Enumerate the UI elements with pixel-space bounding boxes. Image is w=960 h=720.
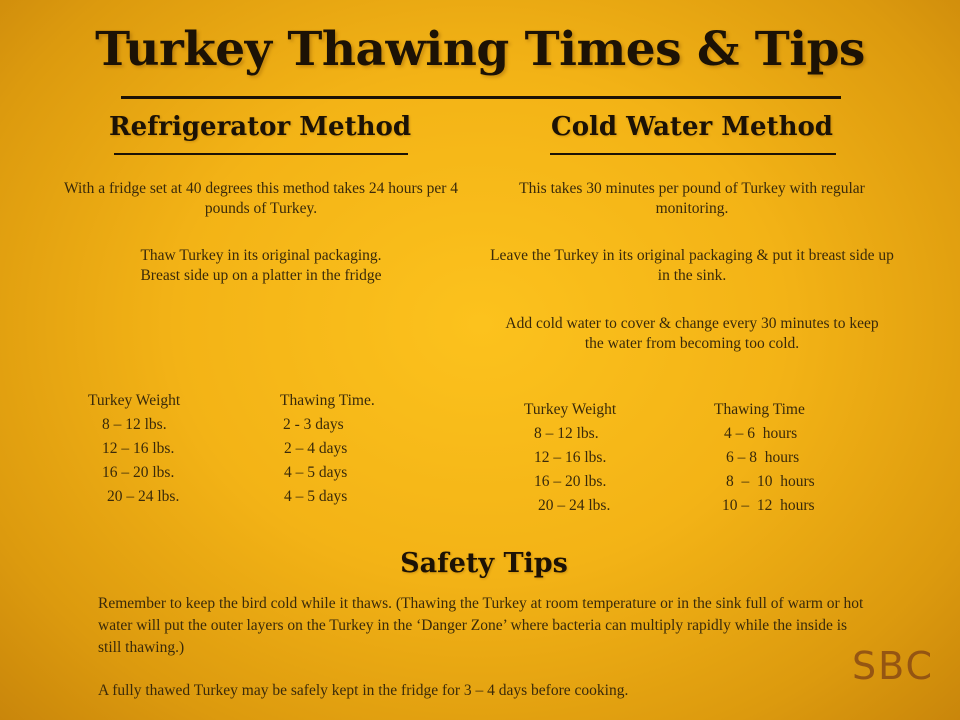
cold-water-table-header-time: Thawing Time: [714, 401, 805, 418]
refrigerator-para-1: With a fridge set at 40 degrees this method takes 24 hours per 4 pounds of Turkey.: [63, 180, 459, 217]
cold-water-para-3: Add cold water to cover & change every 30 minutes to keep the water from becoming too cold.: [505, 315, 879, 352]
refrigerator-heading: Refrigerator Method: [108, 112, 412, 142]
safety-tip-1: Remember to keep the bird cold while it thaws. (Thawing the Turkey at room temperature or in the sink full of warm or hot water will put the outer layers on the Turkey in the ‘Danger Zone’ where bacteria can multiply rapidly while the inside is still thawing.): [98, 595, 864, 656]
refrigerator-table-row-time: 4 – 5 days: [284, 488, 348, 505]
refrigerator-para-2: [56, 246, 466, 286]
page-title: Turkey Thawing Times & Tips: [95, 22, 865, 77]
cold-water-heading-underline: [550, 153, 836, 155]
cold-water-table-row-weight: 8 – 12 lbs.: [534, 425, 599, 442]
refrigerator-table-row-weight: 16 – 20 lbs.: [102, 464, 175, 481]
cold-water-table-header-weight: Turkey Weight: [524, 401, 617, 418]
cold-water-table-row-time: 4 – 6 hours: [724, 425, 798, 442]
refrigerator-table-row-weight: 12 – 16 lbs.: [102, 440, 175, 457]
refrigerator-table-header-time: Thawing Time.: [280, 392, 375, 409]
refrigerator-para-2-line-1: Thaw Turkey in its original packaging.: [140, 247, 382, 264]
refrigerator-table-row-weight: 20 – 24 lbs.: [107, 488, 180, 505]
cold-water-table-row-time: 10 – 12 hours: [722, 497, 815, 514]
refrigerator-table-header-weight: Turkey Weight: [88, 392, 181, 409]
cold-water-para-1: This takes 30 minutes per pound of Turkey with regular monitoring.: [519, 180, 865, 217]
refrigerator-table-row-time: 4 – 5 days: [284, 464, 348, 481]
safety-heading: Safety Tips: [400, 548, 568, 579]
cold-water-para-2: Leave the Turkey in its original packaging & put it breast side up in the sink.: [490, 247, 894, 284]
refrigerator-heading-underline: [114, 153, 408, 155]
refrigerator-table-row-weight: 8 – 12 lbs.: [102, 416, 167, 433]
cold-water-table-row-weight: 16 – 20 lbs.: [534, 473, 607, 490]
title-underline: [121, 96, 841, 99]
refrigerator-table-row-time: 2 – 4 days: [284, 440, 348, 457]
cold-water-table-row-weight: 12 – 16 lbs.: [534, 449, 607, 466]
safety-tip-2: A fully thawed Turkey may be safely kept in the fridge for 3 – 4 days before cooking.: [98, 682, 629, 699]
cold-water-table-row-time: 6 – 8 hours: [726, 449, 800, 466]
cold-water-heading: Cold Water Method: [551, 112, 833, 142]
refrigerator-table-row-time: 2 - 3 days: [283, 416, 344, 433]
sbc-logo: SBC: [852, 644, 935, 688]
cold-water-table-row-weight: 20 – 24 lbs.: [538, 497, 611, 514]
cold-water-table-row-time: 8 – 10 hours: [726, 473, 815, 490]
refrigerator-para-2-line-2: Breast side up on a platter in the fridge: [140, 267, 382, 284]
